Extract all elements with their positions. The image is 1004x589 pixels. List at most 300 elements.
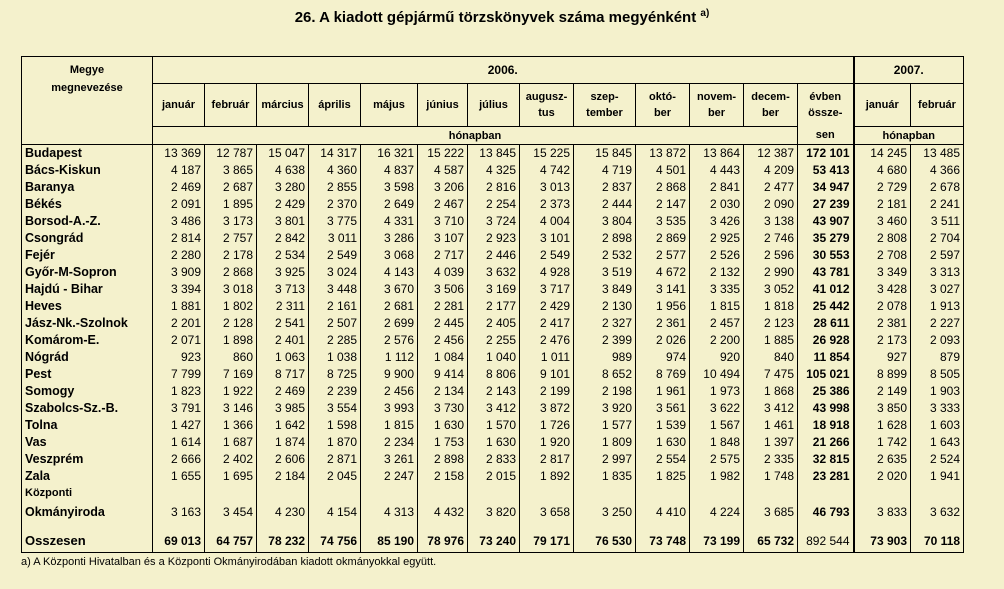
value-cell: 3 173 [205,213,257,230]
empty-cell [574,522,636,530]
value-cell: 65 732 [744,530,798,553]
value-cell: 4 230 [257,502,309,522]
annual-total-cell: 28 611 [798,315,854,332]
county-name: Zala [22,468,153,485]
table-row [22,468,964,485]
value-2007-cell: 927 [854,349,911,366]
county-name: Okmányiroda [22,502,153,522]
value-cell: 1 397 [744,434,798,451]
value-cell: 2 015 [468,468,520,485]
value-cell: 2 045 [309,468,361,485]
value-cell: 2 681 [361,298,418,315]
table-row [22,417,964,434]
value-2007-cell: 2 708 [854,247,911,264]
value-cell: 2 239 [309,383,361,400]
value-cell: 13 864 [690,145,744,163]
value-cell: 840 [744,349,798,366]
value-cell: 2 898 [574,230,636,247]
value-cell: 2 417 [520,315,574,332]
empty-cell [468,485,520,502]
value-cell: 3 724 [468,213,520,230]
value-cell: 920 [690,349,744,366]
value-cell: 4 638 [257,162,309,179]
annual-total-cell: 34 947 [798,179,854,196]
value-cell: 2 405 [468,315,520,332]
value-2007-cell: 1 603 [911,417,964,434]
value-cell: 1 748 [744,468,798,485]
value-cell: 2 456 [361,383,418,400]
value-2007-cell: 1 941 [911,468,964,485]
value-cell: 2 814 [153,230,205,247]
value-cell: 2 143 [468,383,520,400]
month-header: októ- ber [636,84,690,127]
value-cell: 3 394 [153,281,205,298]
county-name: Szabolcs-Sz.-B. [22,400,153,417]
empty-cell [418,522,468,530]
value-cell: 2 128 [205,315,257,332]
value-cell: 1 809 [574,434,636,451]
value-cell: 3 925 [257,264,309,281]
table-row [22,366,964,383]
value-cell: 3 013 [520,179,574,196]
value-2007-cell: 3 313 [911,264,964,281]
county-name: Baranya [22,179,153,196]
value-cell: 15 047 [257,145,309,163]
value-cell: 2 285 [309,332,361,349]
value-2007-cell: 2 241 [911,196,964,213]
county-name: Pest [22,366,153,383]
empty-cell [854,485,911,502]
value-cell: 1 868 [744,383,798,400]
value-2007-cell: 70 118 [911,530,964,553]
value-cell: 2 402 [205,451,257,468]
footnote: a) A Központi Hivatalban és a Központi Okmányirodában kiadott okmányokkal együtt. [21,556,437,568]
page-title: 26. A kiadott gépjármű törzskönyvek száma megyénként $^{a)}$ [294,8,710,26]
value-2007-cell: 3 460 [854,213,911,230]
empty-cell [418,485,468,502]
county-name: Tolna [22,417,153,434]
value-cell: 4 187 [153,162,205,179]
value-cell: 3 909 [153,264,205,281]
value-cell: 1 802 [205,298,257,315]
value-cell: 1 630 [468,434,520,451]
value-cell: 4 742 [520,162,574,179]
county-name: Hajdú - Bihar [22,281,153,298]
value-cell: 1 825 [636,468,690,485]
county-name: Veszprém [22,451,153,468]
value-cell: 2 549 [309,247,361,264]
value-cell: 2 576 [361,332,418,349]
value-cell: 1 695 [205,468,257,485]
value-cell: 3 107 [418,230,468,247]
month-header: novem- ber [690,84,744,127]
value-cell: 1 898 [205,332,257,349]
county-name: Győr-M-Sopron [22,264,153,281]
value-cell: 4 154 [309,502,361,522]
month-2007-header: január [854,84,911,127]
total-row [22,530,964,553]
value-cell: 2 280 [153,247,205,264]
value-cell: 3 535 [636,213,690,230]
month-header: május [361,84,418,127]
county-name: Vas [22,434,153,451]
value-cell: 2 147 [636,196,690,213]
value-cell: 3 519 [574,264,636,281]
empty-cell [257,485,309,502]
value-cell: 2 554 [636,451,690,468]
value-cell: 76 530 [574,530,636,553]
value-cell: 3 206 [418,179,468,196]
value-cell: 2 841 [690,179,744,196]
value-cell: 1 835 [574,468,636,485]
value-cell: 2 123 [744,315,798,332]
value-cell: 2 429 [257,196,309,213]
value-cell: 4 209 [744,162,798,179]
value-cell: 974 [636,349,690,366]
value-cell: 1 870 [309,434,361,451]
table-row [22,162,964,179]
value-cell: 2 699 [361,315,418,332]
county-name: Csongrád [22,230,153,247]
table-row [22,485,964,502]
annual-total-cell: 23 281 [798,468,854,485]
county-name: Központi [22,485,153,502]
value-cell: 3 717 [520,281,574,298]
table-row [22,451,964,468]
value-cell: 3 138 [744,213,798,230]
value-cell: 2 757 [205,230,257,247]
value-cell: 2 606 [257,451,309,468]
value-cell: 3 849 [574,281,636,298]
value-cell: 2 444 [574,196,636,213]
value-cell: 2 030 [690,196,744,213]
value-cell: 1 922 [205,383,257,400]
value-cell: 1 818 [744,298,798,315]
empty-cell [911,485,964,502]
value-cell: 2 469 [257,383,309,400]
value-cell: 2 201 [153,315,205,332]
value-cell: 2 399 [574,332,636,349]
empty-cell [798,522,854,530]
value-cell: 2 577 [636,247,690,264]
value-cell: 2 666 [153,451,205,468]
annual-total-header-line3: sen [798,127,854,145]
value-2007-cell: 3 027 [911,281,964,298]
table-row [22,502,964,522]
value-cell: 4 501 [636,162,690,179]
value-cell: 2 457 [690,315,744,332]
value-cell: 9 101 [520,366,574,383]
value-2007-cell: 3 333 [911,400,964,417]
value-cell: 2 526 [690,247,744,264]
value-2007-cell: 3 511 [911,213,964,230]
value-cell: 2 923 [468,230,520,247]
value-cell: 1 973 [690,383,744,400]
value-cell: 9 900 [361,366,418,383]
value-cell: 1 895 [205,196,257,213]
value-cell: 3 169 [468,281,520,298]
annual-total-header: évben össze- [798,84,854,127]
value-cell: 3 426 [690,213,744,230]
value-2007-cell: 2 227 [911,315,964,332]
value-cell: 4 672 [636,264,690,281]
value-cell: 3 710 [418,213,468,230]
value-2007-cell: 2 808 [854,230,911,247]
value-2007-cell: 2 078 [854,298,911,315]
value-cell: 2 247 [361,468,418,485]
value-2007-cell: 2 729 [854,179,911,196]
value-cell: 860 [205,349,257,366]
value-cell: 73 748 [636,530,690,553]
annual-total-cell: 18 918 [798,417,854,434]
annual-total-cell: 892 544 [798,530,854,553]
value-cell: 2 687 [205,179,257,196]
county-name: Bács-Kiskun [22,162,153,179]
month-2007-header: február [911,84,964,127]
value-2007-cell: 2 181 [854,196,911,213]
value-cell: 3 622 [690,400,744,417]
table-row [22,315,964,332]
value-cell: 1 815 [690,298,744,315]
value-cell: 2 898 [418,451,468,468]
value-cell: 2 132 [690,264,744,281]
total-row-label: Osszesen [22,530,153,553]
value-cell: 2 445 [418,315,468,332]
value-cell: 1 726 [520,417,574,434]
value-cell: 2 649 [361,196,418,213]
value-cell: 3 865 [205,162,257,179]
value-cell: 2 090 [744,196,798,213]
month-header: április [309,84,361,127]
value-2007-cell: 3 428 [854,281,911,298]
annual-total-cell: 25 442 [798,298,854,315]
value-cell: 8 769 [636,366,690,383]
value-cell: 1 598 [309,417,361,434]
value-cell: 1 570 [468,417,520,434]
empty-cell [309,485,361,502]
table-row [22,213,964,230]
county-name: Borsod-A.-Z. [22,213,153,230]
annual-total-cell: 11 854 [798,349,854,366]
value-cell: 2 026 [636,332,690,349]
value-2007-cell: 2 173 [854,332,911,349]
value-cell: 1 539 [636,417,690,434]
value-cell: 3 801 [257,213,309,230]
value-cell: 3 146 [205,400,257,417]
value-cell: 4 325 [468,162,520,179]
value-cell: 3 163 [153,502,205,522]
county-name: Békés [22,196,153,213]
month-header: decem- ber [744,84,798,127]
value-cell: 3 791 [153,400,205,417]
value-cell: 2 534 [257,247,309,264]
table-row [22,298,964,315]
value-2007-cell: 2 020 [854,468,911,485]
empty-cell [520,485,574,502]
table-row [22,196,964,213]
empty-cell [361,522,418,530]
value-2007-cell: 3 833 [854,502,911,522]
value-2007-cell: 13 485 [911,145,964,163]
value-cell: 2 467 [418,196,468,213]
value-cell: 1 687 [205,434,257,451]
value-cell: 2 869 [636,230,690,247]
value-cell: 7 475 [744,366,798,383]
empty-cell [468,522,520,530]
value-cell: 2 469 [153,179,205,196]
annual-total-cell: 41 012 [798,281,854,298]
value-cell: 2 532 [574,247,636,264]
value-cell: 69 013 [153,530,205,553]
annual-total-cell: 43 998 [798,400,854,417]
value-cell: 3 670 [361,281,418,298]
value-cell: 3 068 [361,247,418,264]
value-cell: 4 719 [574,162,636,179]
value-cell: 3 872 [520,400,574,417]
value-cell: 9 414 [418,366,468,383]
value-cell: 2 091 [153,196,205,213]
value-2007-cell: 1 903 [911,383,964,400]
empty-cell [798,485,854,502]
value-cell: 1 040 [468,349,520,366]
value-cell: 1 753 [418,434,468,451]
value-cell: 923 [153,349,205,366]
value-cell: 4 837 [361,162,418,179]
value-cell: 1 567 [690,417,744,434]
value-cell: 3 775 [309,213,361,230]
value-cell: 2 816 [468,179,520,196]
value-2007-cell: 3 349 [854,264,911,281]
value-2007-cell: 879 [911,349,964,366]
empty-cell [205,485,257,502]
value-cell: 1 642 [257,417,309,434]
value-cell: 2 177 [468,298,520,315]
value-cell: 2 178 [205,247,257,264]
value-cell: 2 335 [744,451,798,468]
value-cell: 1 982 [690,468,744,485]
value-cell: 1 630 [418,417,468,434]
value-cell: 13 845 [468,145,520,163]
value-cell: 2 990 [744,264,798,281]
value-cell: 3 280 [257,179,309,196]
empty-cell [205,522,257,530]
county-name: Somogy [22,383,153,400]
value-cell: 3 261 [361,451,418,468]
value-cell: 16 321 [361,145,418,163]
county-name: Fejér [22,247,153,264]
value-cell: 3 632 [468,264,520,281]
value-cell: 3 713 [257,281,309,298]
county-name: Budapest [22,145,153,163]
value-cell: 1 112 [361,349,418,366]
value-cell: 1 630 [636,434,690,451]
empty-cell [636,485,690,502]
empty-cell [744,485,798,502]
empty-cell [636,522,690,530]
value-2007-cell: 2 524 [911,451,964,468]
value-cell: 4 410 [636,502,690,522]
value-2007-cell: 2 635 [854,451,911,468]
month-header: február [205,84,257,127]
value-cell: 3 024 [309,264,361,281]
annual-total-cell: 21 266 [798,434,854,451]
value-cell: 2 541 [257,315,309,332]
county-name: Heves [22,298,153,315]
annual-total-cell: 46 793 [798,502,854,522]
annual-total-cell: 43 781 [798,264,854,281]
month-header: szep- tember [574,84,636,127]
value-2007-cell: 4 366 [911,162,964,179]
value-cell: 73 240 [468,530,520,553]
table-row [22,400,964,417]
annual-total-cell: 35 279 [798,230,854,247]
value-cell: 2 868 [636,179,690,196]
county-name: Komárom-E. [22,332,153,349]
county-name: Jász-Nk.-Szolnok [22,315,153,332]
value-cell: 3 335 [690,281,744,298]
value-cell: 64 757 [205,530,257,553]
value-2007-cell: 3 850 [854,400,911,417]
value-cell: 2 477 [744,179,798,196]
table-row [22,434,964,451]
empty-cell [690,522,744,530]
value-cell: 4 039 [418,264,468,281]
value-cell: 2 134 [418,383,468,400]
value-cell: 1 655 [153,468,205,485]
value-cell: 2 071 [153,332,205,349]
value-cell: 4 331 [361,213,418,230]
value-2007-cell: 2 149 [854,383,911,400]
month-header: június [418,84,468,127]
value-cell: 3 561 [636,400,690,417]
data-table [21,56,964,553]
value-cell: 1 063 [257,349,309,366]
value-cell: 2 746 [744,230,798,247]
county-column-header: Megye megnevezése [22,57,153,127]
value-cell: 3 685 [744,502,798,522]
value-cell: 3 412 [468,400,520,417]
value-cell: 3 486 [153,213,205,230]
value-2007-cell: 1 742 [854,434,911,451]
value-cell: 3 554 [309,400,361,417]
value-cell: 2 401 [257,332,309,349]
value-cell: 2 717 [418,247,468,264]
empty-cell [309,522,361,530]
value-2007-cell: 1 628 [854,417,911,434]
table-row [22,349,964,366]
value-cell: 13 872 [636,145,690,163]
value-cell: 1 427 [153,417,205,434]
value-cell: 2 868 [205,264,257,281]
annual-total-cell: 25 386 [798,383,854,400]
value-cell: 3 730 [418,400,468,417]
value-cell: 989 [574,349,636,366]
value-cell: 1 084 [418,349,468,366]
value-cell: 1 885 [744,332,798,349]
value-cell: 2 199 [520,383,574,400]
value-2007-cell: 8 899 [854,366,911,383]
month-header: március [257,84,309,127]
annual-total-cell: 27 239 [798,196,854,213]
value-cell: 3 286 [361,230,418,247]
annual-total-cell: 105 021 [798,366,854,383]
value-cell: 2 429 [520,298,574,315]
empty-cell [854,522,911,530]
table-row [22,179,964,196]
value-cell: 8 652 [574,366,636,383]
value-cell: 2 446 [468,247,520,264]
value-cell: 1 956 [636,298,690,315]
